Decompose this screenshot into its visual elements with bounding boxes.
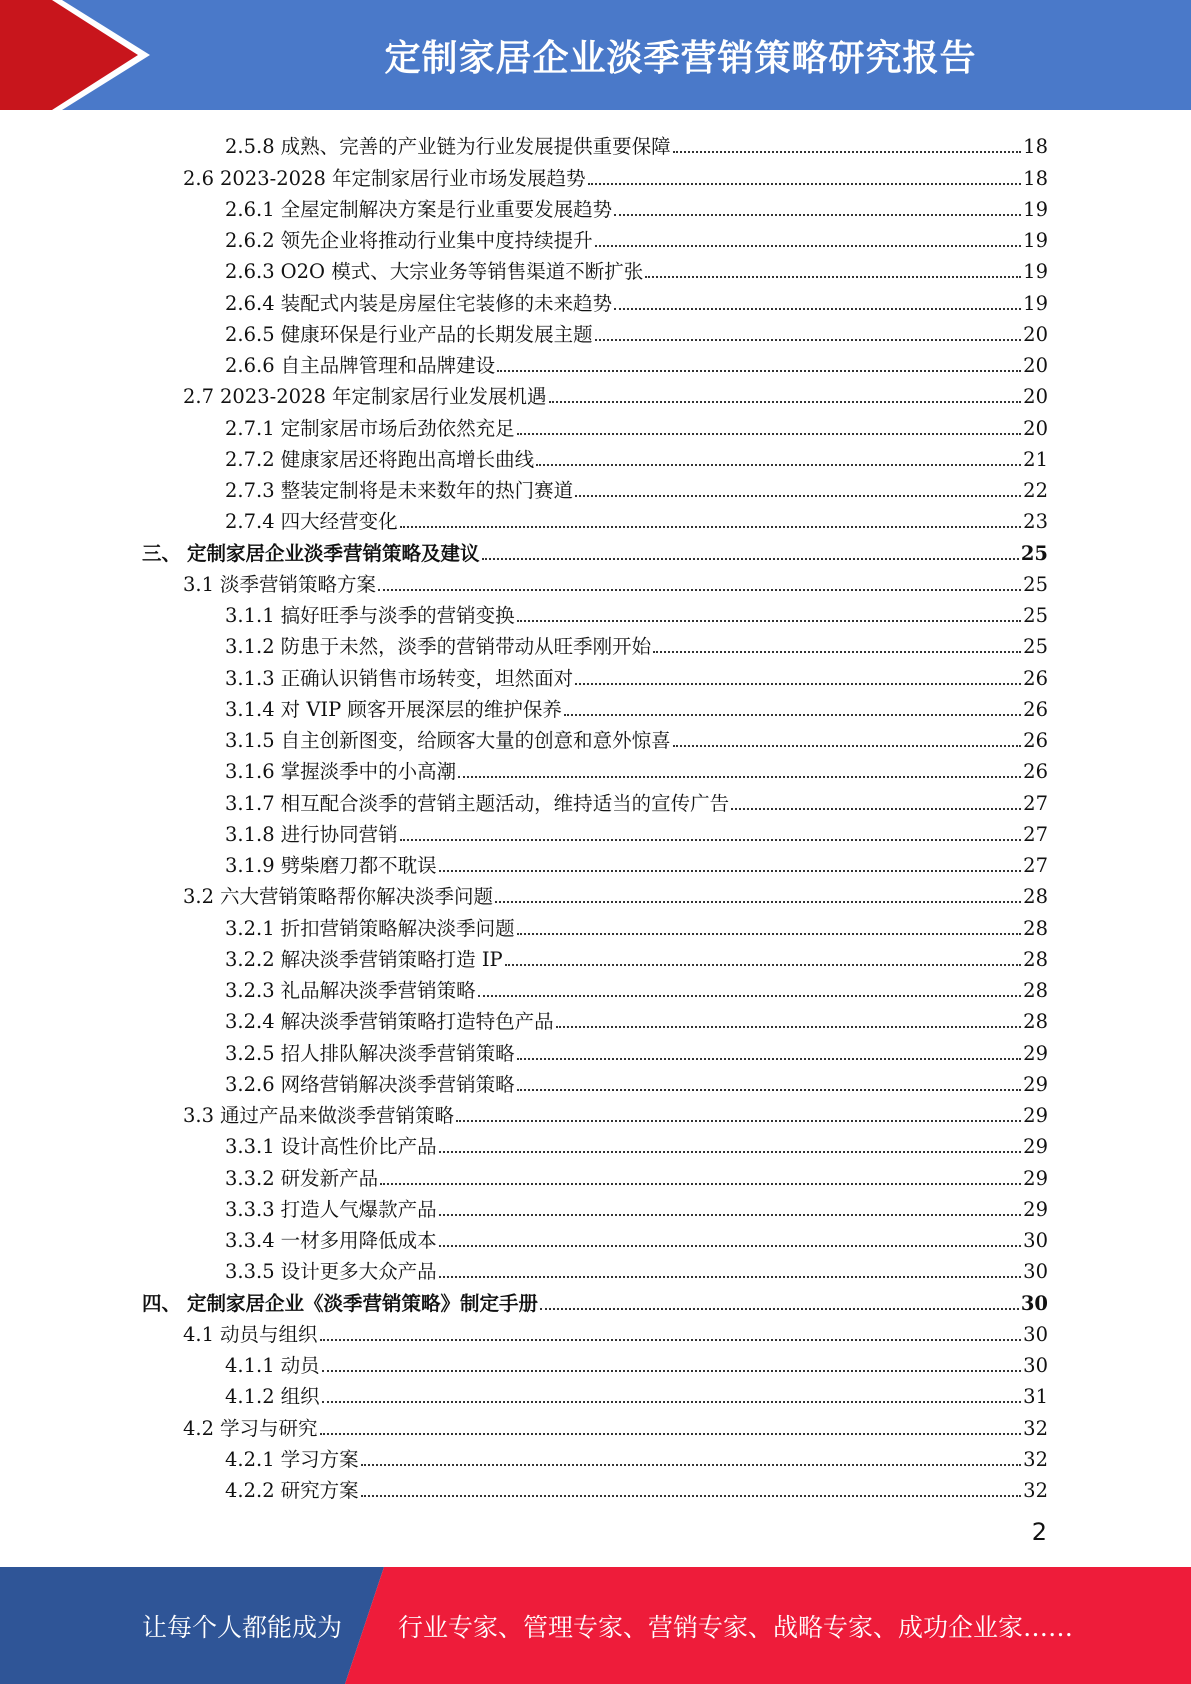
toc-entry-page: 31 xyxy=(1023,1385,1048,1409)
toc-entry-title xyxy=(225,418,517,440)
toc-entry[interactable] xyxy=(0,1002,1048,1033)
toc-entry-label: 全屋定制解决方案是行业重要发展趋势 xyxy=(280,197,613,221)
toc-entry-page: 25 xyxy=(1023,635,1048,659)
toc-entry[interactable] xyxy=(0,1221,1048,1252)
toc-entry-label: 淡季营销策略方案 xyxy=(220,572,377,596)
toc-entry-title xyxy=(225,1199,439,1221)
toc-entry-number: 4.2.2 xyxy=(225,1479,275,1502)
toc-dot-leader xyxy=(614,214,1021,216)
toc-dot-leader xyxy=(361,1495,1022,1497)
toc-entry[interactable] xyxy=(0,1158,1048,1189)
toc-entry-page: 28 xyxy=(1023,947,1048,971)
toc-entry[interactable] xyxy=(0,190,1048,221)
toc-entry[interactable] xyxy=(0,315,1048,346)
toc-entry-number: 2.6.6 xyxy=(225,354,275,377)
toc-dot-leader xyxy=(564,714,1021,716)
toc-entry[interactable] xyxy=(0,752,1048,783)
toc-entry-page: 29 xyxy=(1023,1041,1048,1065)
toc-entry[interactable] xyxy=(0,721,1048,752)
toc-entry-label: 四大经营变化 xyxy=(280,510,398,534)
toc-entry-number: 3.2.5 xyxy=(225,1041,275,1065)
toc-entry-page: 30 xyxy=(1023,1322,1048,1346)
toc-dot-leader xyxy=(478,995,1022,997)
toc-entry-number: 3.1 xyxy=(183,572,215,596)
toc-entry[interactable] xyxy=(0,283,1048,314)
toc-entry-title xyxy=(183,386,549,408)
toc-entry-label: 折扣营销策略解决淡季问题 xyxy=(280,916,515,940)
toc-entry-page: 25 xyxy=(1023,572,1048,596)
toc-entry-page: 26 xyxy=(1023,729,1048,752)
toc-entry-number: 3.2.1 xyxy=(225,916,275,940)
toc-dot-leader xyxy=(439,1245,1022,1247)
toc-dot-leader xyxy=(322,1370,1022,1372)
toc-entry[interactable] xyxy=(0,346,1048,377)
toc-dot-leader xyxy=(517,1089,1022,1091)
toc-entry-label: 领先企业将推动行业集中度持续提升 xyxy=(280,229,593,252)
toc-entry-label: 搞好旺季与淡季的营销变换 xyxy=(280,604,515,627)
toc-entry-page: 32 xyxy=(1023,1479,1048,1502)
toc-entry[interactable] xyxy=(0,502,1048,533)
toc-dot-leader xyxy=(673,745,1022,747)
toc-dot-leader xyxy=(482,558,1019,560)
toc-entry-label: 解决淡季营销策略打造特色产品 xyxy=(280,1010,554,1034)
toc-entry[interactable] xyxy=(0,158,1048,189)
toc-entry-number: 2.6.5 xyxy=(225,322,275,346)
toc-entry-title xyxy=(225,1011,556,1033)
toc-entry-title xyxy=(225,1168,380,1190)
toc-entry[interactable] xyxy=(0,471,1048,502)
toc-entry-label: 健康环保是行业产品的长期发展主题 xyxy=(280,322,593,346)
toc-entry-number: 4.2 xyxy=(183,1416,215,1440)
toc-entry-label: 打造人气爆款产品 xyxy=(280,1197,437,1221)
toc-entry[interactable] xyxy=(0,1127,1048,1158)
toc-entry-title xyxy=(225,605,517,627)
toc-entry-page: 26 xyxy=(1023,760,1048,784)
toc-entry[interactable] xyxy=(0,908,1048,939)
toc-dot-leader xyxy=(320,1433,1022,1435)
toc-entry-title xyxy=(225,1043,517,1065)
toc-entry-number: 3.2.6 xyxy=(225,1072,275,1096)
toc-entry-label: 一材多用降低成本 xyxy=(280,1229,437,1252)
toc-entry-page: 28 xyxy=(1023,979,1048,1002)
toc-entry[interactable] xyxy=(0,846,1048,877)
toc-entry-label: 定制家居市场后劲依然充足 xyxy=(280,416,515,440)
toc-entry-title xyxy=(225,1355,322,1377)
toc-dot-leader xyxy=(505,964,1022,966)
toc-dot-leader xyxy=(517,933,1022,935)
toc-entry-label: 正确认识销售市场转变，坦然面对 xyxy=(280,666,574,690)
toc-entry[interactable] xyxy=(0,1471,1048,1502)
toc-entry-title xyxy=(183,1418,320,1440)
toc-entry-page: 32 xyxy=(1023,1447,1048,1471)
toc-entry-label: 礼品解决淡季营销策略 xyxy=(280,979,476,1002)
toc-entry-title xyxy=(183,886,495,908)
toc-entry-number: 2.6.2 xyxy=(225,229,275,252)
toc-entry-label: 定制家居企业淡季营销策略及建议 xyxy=(187,541,480,565)
toc-entry[interactable] xyxy=(0,377,1048,408)
toc-entry[interactable] xyxy=(0,1315,1048,1346)
toc-entry-number: 3.1.9 xyxy=(225,854,275,877)
toc-entry-page: 32 xyxy=(1023,1416,1048,1440)
toc-dot-leader xyxy=(322,1401,1022,1403)
toc-entry-number: 3.2 xyxy=(183,885,215,909)
toc-entry-title xyxy=(225,1386,322,1408)
toc-dot-leader xyxy=(595,339,1022,341)
toc-dot-leader xyxy=(556,1026,1022,1028)
toc-entry-title xyxy=(225,1136,439,1158)
toc-entry-page: 20 xyxy=(1023,322,1048,346)
toc-entry-label: 对 VIP 顾客开展深层的维护保养 xyxy=(280,697,562,721)
toc-entry-page: 28 xyxy=(1023,916,1048,940)
toc-entry-page: 20 xyxy=(1023,385,1048,409)
toc-entry-number: 2.7 xyxy=(183,385,215,409)
toc-entry-label: 动员与组织 xyxy=(220,1322,318,1346)
toc-entry-title xyxy=(225,480,575,502)
toc-entry-label: 六大营销策略帮你解决淡季问题 xyxy=(220,885,494,909)
toc-entry-title xyxy=(225,199,614,221)
toc-entry[interactable] xyxy=(0,1377,1048,1408)
toc-entry-label: 网络营销解决淡季营销策略 xyxy=(280,1072,515,1096)
toc-entry-title xyxy=(225,1074,517,1096)
header-banner xyxy=(0,0,1191,110)
toc-entry-number: 4.1.1 xyxy=(225,1354,275,1377)
toc-entry-page: 22 xyxy=(1023,479,1048,502)
toc-entry-title xyxy=(225,980,478,1002)
toc-entry-title xyxy=(225,1230,439,1252)
toc-dot-leader xyxy=(400,526,1022,528)
toc-entry-number: 3.1.2 xyxy=(225,635,275,659)
toc-dot-leader xyxy=(731,808,1021,810)
toc-entry-label: 定制家居企业《淡季营销策略》制定手册 xyxy=(187,1291,539,1315)
toc-dot-leader xyxy=(595,245,1022,247)
toc-entry-title xyxy=(225,1261,439,1283)
toc-entry[interactable] xyxy=(0,877,1048,908)
toc-entry-page: 26 xyxy=(1023,697,1048,721)
toc-entry-page: 19 xyxy=(1023,229,1048,252)
toc-dot-leader xyxy=(439,1214,1022,1216)
toc-entry-page: 25 xyxy=(1023,604,1048,627)
toc-entry[interactable] xyxy=(0,1346,1048,1377)
toc-entry-page: 25 xyxy=(1020,541,1048,565)
toc-dot-leader xyxy=(439,1276,1022,1278)
toc-dot-leader xyxy=(645,276,1021,278)
toc-entry-page: 20 xyxy=(1023,354,1048,377)
toc-entry-number: 3.3.2 xyxy=(225,1166,275,1190)
toc-entry-page: 29 xyxy=(1023,1072,1048,1096)
toc-dot-leader xyxy=(439,870,1022,872)
toc-entry-label: 解决淡季营销策略打造 IP xyxy=(280,947,503,971)
toc-entry-title xyxy=(225,793,731,815)
toc-dot-leader xyxy=(575,495,1021,497)
toc-entry-number: 3.3 xyxy=(183,1104,215,1127)
toc-entry-number: 三、 xyxy=(142,541,182,565)
toc-entry-page: 30 xyxy=(1023,1354,1048,1377)
toc-dot-leader xyxy=(400,839,1022,841)
toc-entry-title xyxy=(183,1105,456,1127)
toc-entry[interactable] xyxy=(0,971,1048,1002)
toc-entry-label: 研究方案 xyxy=(280,1479,359,1502)
toc-entry-label: 防患于未然，淡季的营销带动从旺季刚开始 xyxy=(280,635,652,659)
toc-entry[interactable] xyxy=(0,690,1048,721)
toc-entry-page: 21 xyxy=(1023,447,1048,471)
toc-entry-label: 设计更多大众产品 xyxy=(280,1260,437,1284)
toc-entry[interactable] xyxy=(0,1096,1048,1127)
toc-entry-title xyxy=(183,1324,320,1346)
toc-entry-number: 2.6.1 xyxy=(225,197,275,221)
toc-entry-title xyxy=(225,230,595,252)
footer-banner xyxy=(0,1567,1191,1684)
toc-entry-title xyxy=(225,699,564,721)
toc-entry-number: 3.3.1 xyxy=(225,1135,275,1159)
toc-entry-title xyxy=(225,1449,361,1471)
toc-dot-leader xyxy=(517,620,1022,622)
toc-dot-leader xyxy=(673,151,1022,153)
toc-entry-label: 通过产品来做淡季营销策略 xyxy=(220,1104,455,1127)
toc-entry-number: 3.1.7 xyxy=(225,791,275,815)
toc-entry[interactable] xyxy=(0,596,1048,627)
toc-dot-leader xyxy=(495,901,1021,903)
toc-entry-number: 3.1.3 xyxy=(225,666,275,690)
toc-entry-number: 2.7.2 xyxy=(225,447,275,471)
toc-entry-label: 进行协同营销 xyxy=(280,822,398,846)
toc-entry-page: 27 xyxy=(1023,791,1048,815)
toc-entry[interactable] xyxy=(0,1283,1048,1314)
toc-entry-page: 23 xyxy=(1023,510,1048,534)
toc-entry-label: 掌握淡季中的小高潮 xyxy=(280,760,457,784)
toc-entry-page: 28 xyxy=(1023,885,1048,909)
toc-entry-page: 30 xyxy=(1020,1291,1048,1315)
toc-entry-number: 3.1.8 xyxy=(225,822,275,846)
toc-entry-title xyxy=(225,668,575,690)
toc-dot-leader xyxy=(540,1308,1019,1310)
toc-entry-number: 3.1.4 xyxy=(225,697,275,721)
toc-entry-page: 30 xyxy=(1023,1229,1048,1252)
toc-entry-number: 3.1.5 xyxy=(225,729,275,752)
toc-entry-title xyxy=(225,949,505,971)
toc-dot-leader xyxy=(378,589,1021,591)
toc-entry-title xyxy=(225,355,497,377)
toc-entry-page: 29 xyxy=(1023,1166,1048,1190)
toc-entry-number: 3.3.4 xyxy=(225,1229,275,1252)
toc-dot-leader xyxy=(517,433,1022,435)
footer-slogan-right: 行业专家、管理专家、营销专家、战略专家、成功企业家…… xyxy=(398,1612,1074,1642)
toc-dot-leader xyxy=(549,401,1022,403)
toc-entry-title xyxy=(183,574,378,596)
toc-dot-leader xyxy=(497,370,1021,372)
toc-entry-number: 2.6.4 xyxy=(225,291,275,315)
toc-dot-leader xyxy=(458,776,1021,778)
toc-entry-number: 3.2.2 xyxy=(225,947,275,971)
toc-entry[interactable] xyxy=(0,1440,1048,1471)
toc-entry-label: 设计高性价比产品 xyxy=(280,1135,437,1159)
toc-entry-title xyxy=(225,730,673,752)
toc-entry-label: 动员 xyxy=(280,1354,320,1377)
toc-entry[interactable] xyxy=(0,658,1048,689)
toc-entry-title xyxy=(142,543,482,565)
toc-entry-title xyxy=(225,855,439,877)
toc-entry-label: 自主创新图变，给顾客大量的创意和意外惊喜 xyxy=(280,729,671,752)
toc-entry-title xyxy=(225,761,458,783)
toc-entry-number: 3.3.3 xyxy=(225,1197,275,1221)
toc-entry-title xyxy=(183,168,588,190)
toc-entry-number: 2.5.8 xyxy=(225,135,275,159)
toc-entry-title xyxy=(225,636,653,658)
page-number: 2 xyxy=(1031,1518,1047,1546)
toc-entry[interactable] xyxy=(0,127,1048,158)
toc-entry-title xyxy=(225,136,673,158)
toc-entry-label: 学习方案 xyxy=(280,1447,359,1471)
toc-entry-page: 27 xyxy=(1023,822,1048,846)
toc-entry-title xyxy=(225,824,400,846)
toc-entry-number: 2.7.1 xyxy=(225,416,275,440)
toc-entry-page: 19 xyxy=(1023,291,1048,315)
toc-entry-page: 30 xyxy=(1023,1260,1048,1284)
toc-entry-number: 3.1.6 xyxy=(225,760,275,784)
toc-entry-label: 招人排队解决淡季营销策略 xyxy=(280,1041,515,1065)
toc-entry[interactable] xyxy=(0,815,1048,846)
toc-entry-number: 3.2.4 xyxy=(225,1010,275,1034)
toc-entry[interactable] xyxy=(0,783,1048,814)
toc-dot-leader xyxy=(517,1058,1022,1060)
toc-entry-title xyxy=(225,1480,361,1502)
toc-entry-number: 2.7.3 xyxy=(225,479,275,502)
toc-entry[interactable] xyxy=(0,533,1048,564)
toc-entry-title xyxy=(225,918,517,940)
toc-entry[interactable] xyxy=(0,1190,1048,1221)
toc-dot-leader xyxy=(575,683,1021,685)
toc-entry-title xyxy=(225,261,645,283)
chevron-arrow-icon xyxy=(0,0,160,110)
toc-entry-number: 3.1.1 xyxy=(225,604,275,627)
toc-entry[interactable] xyxy=(0,1033,1048,1064)
toc-dot-leader xyxy=(320,1339,1022,1341)
toc-entry-number: 3.2.3 xyxy=(225,979,275,1002)
toc-entry[interactable] xyxy=(0,408,1048,439)
toc-entry-label: 学习与研究 xyxy=(220,1416,318,1440)
toc-entry-number: 2.6 xyxy=(183,166,215,190)
toc-entry-label: 2023-2028 年定制家居行业发展机遇 xyxy=(220,385,547,409)
toc-entry-page: 29 xyxy=(1023,1135,1048,1159)
toc-entry-page: 19 xyxy=(1023,197,1048,221)
toc-entry[interactable] xyxy=(0,627,1048,658)
toc-entry-label: 研发新产品 xyxy=(280,1166,379,1190)
toc-entry-number: 四、 xyxy=(142,1291,182,1315)
toc-entry[interactable] xyxy=(0,1065,1048,1096)
toc-entry-page: 29 xyxy=(1023,1104,1048,1127)
toc-entry-title xyxy=(225,511,400,533)
toc-entry-label: 劈柴磨刀都不耽误 xyxy=(280,854,437,877)
toc-dot-leader xyxy=(439,1151,1022,1153)
toc-dot-leader xyxy=(456,1120,1021,1122)
toc-entry-page: 18 xyxy=(1023,135,1048,159)
toc-entry-label: 健康家居还将跑出高增长曲线 xyxy=(280,447,535,471)
toc-entry-label: 装配式内装是房屋住宅装修的未来趋势 xyxy=(280,291,613,315)
toc-entry-number: 2.7.4 xyxy=(225,510,275,534)
document-title: 定制家居企业淡季营销策略研究报告 xyxy=(384,37,977,79)
toc-entry-label: 相互配合淡季的营销主题活动，维持适当的宣传广告 xyxy=(280,791,730,815)
toc-entry[interactable] xyxy=(0,1408,1048,1439)
toc-entry-label: 2023-2028 年定制家居行业市场发展趋势 xyxy=(220,166,586,190)
toc-entry-page: 28 xyxy=(1023,1010,1048,1034)
toc-entry[interactable] xyxy=(0,440,1048,471)
toc-entry-number: 3.3.5 xyxy=(225,1260,275,1284)
toc-entry-title xyxy=(225,449,536,471)
toc-entry-number: 4.1 xyxy=(183,1322,215,1346)
toc-dot-leader xyxy=(361,1464,1022,1466)
toc-dot-leader xyxy=(380,1183,1021,1185)
toc-entry-number: 2.6.3 xyxy=(225,260,275,284)
toc-entry-title xyxy=(142,1293,540,1315)
footer-slogan-left: 让每个人都能成为 xyxy=(142,1612,343,1642)
toc-entry-page: 18 xyxy=(1023,166,1048,190)
toc-entry-label: 整装定制将是未来数年的热门赛道 xyxy=(280,479,574,502)
toc-entry-label: O2O 模式、大宗业务等销售渠道不断扩张 xyxy=(280,260,644,284)
toc-entry-page: 19 xyxy=(1023,260,1048,284)
toc-dot-leader xyxy=(536,464,1021,466)
toc-entry-title xyxy=(225,293,614,315)
toc-entry-page: 27 xyxy=(1023,854,1048,877)
toc-dot-leader xyxy=(614,308,1021,310)
toc-entry[interactable] xyxy=(0,565,1048,596)
toc-entry-number: 4.1.2 xyxy=(225,1385,275,1409)
toc-entry-page: 20 xyxy=(1023,416,1048,440)
toc-entry-page: 26 xyxy=(1023,666,1048,690)
toc-entry-label: 成熟、完善的产业链为行业发展提供重要保障 xyxy=(280,135,671,159)
toc-entry-label: 自主品牌管理和品牌建设 xyxy=(280,354,496,377)
toc-entry-label: 组织 xyxy=(280,1385,320,1409)
table-of-contents xyxy=(0,127,1191,1502)
toc-entry-page: 29 xyxy=(1023,1197,1048,1221)
toc-entry-number: 4.2.1 xyxy=(225,1447,275,1471)
toc-entry-title xyxy=(225,324,595,346)
toc-dot-leader xyxy=(588,183,1022,185)
toc-entry[interactable] xyxy=(0,252,1048,283)
toc-entry[interactable] xyxy=(0,940,1048,971)
toc-entry[interactable] xyxy=(0,1252,1048,1283)
toc-entry[interactable] xyxy=(0,221,1048,252)
toc-dot-leader xyxy=(653,651,1021,653)
